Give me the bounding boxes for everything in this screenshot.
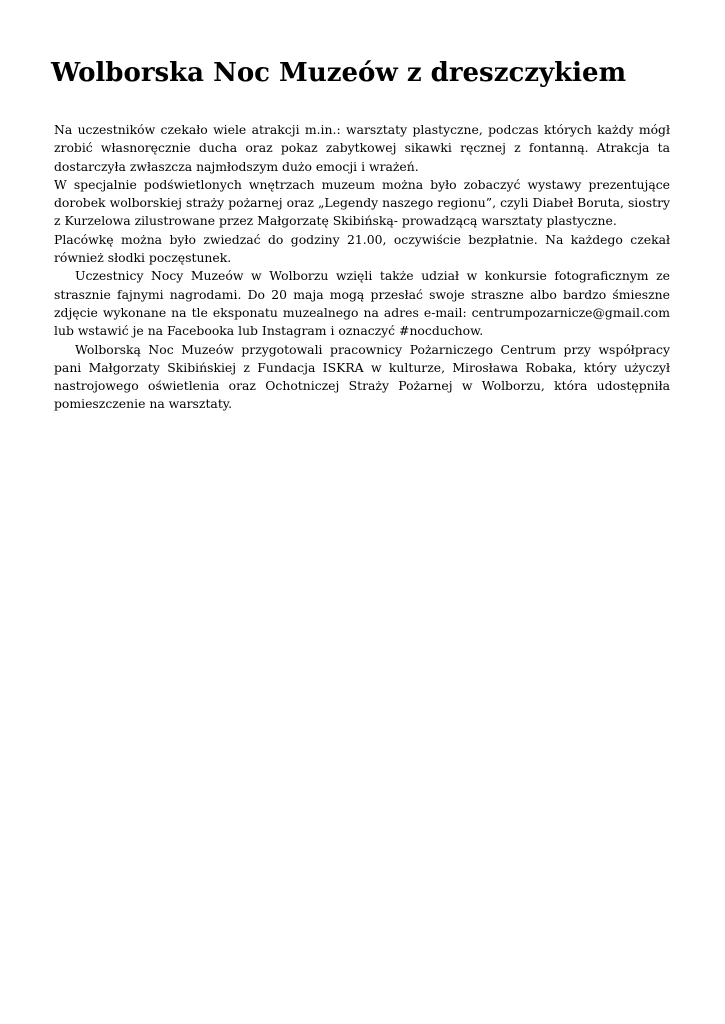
article-body [54,121,670,414]
paragraph-photo-contest: Uczestnicy Nocy Muzeów w Wolborzu wzięli także udział w konkursie fotograficznym ze strasznie fajnymi nagrodami. Do 20 maja mogą przesłać swoje straszne albo bardzo śmieszne zdjęcie wykonane na tle eksponatu muzealnego na adres e-mail: centrumpozarnicze@gmail.com lub wstawić je na Facebooka lub Instagram i oznaczyć #nocduchow. [54,268,670,339]
document-title: Wolborska Noc Muzeów z dreszczykiem [51,58,627,88]
paragraph-opening-hours: Placówkę można było zwiedzać do godziny 21.00, oczywiście bezpłatnie. Na każdego czekał również słodki poczęstunek. [54,231,670,266]
paragraph-attractions: Na uczestników czekało wiele atrakcji m.in.: warsztaty plastyczne, podczas których każdy mógł zrobić własnoręcznie ducha oraz pokaz zabytkowej sikawki ręcznej z fontanną. Atrakcja ta dostarczyła zwłaszcza najmłodszym dużo emocji i wrażeń. [54,122,670,174]
paragraph-organizers: Wolborską Noc Muzeów przygotowali pracownicy Pożarniczego Centrum przy współpracy pani Małgorzaty Skibińskiej z Fundacja ISKRA w kulturze, Mirosława Robaka, który użyczył nastrojowego oświetlenia oraz Ochotniczej Straży Pożarnej w Wolborzu, która udostępniła pomieszczenie na warsztaty. [54,341,670,412]
paragraph-exhibitions: W specjalnie podświetlonych wnętrzach muzeum można było zobaczyć wystawy prezentujące dorobek wolborskiej straży pożarnej oraz „Legendy naszego regionu”, czyli Diabeł Boruta, siostry z Kurzelowa zilustrowane przez Małgorzatę Skibińską- prowadzącą warsztaty plastyczne. [54,176,670,229]
